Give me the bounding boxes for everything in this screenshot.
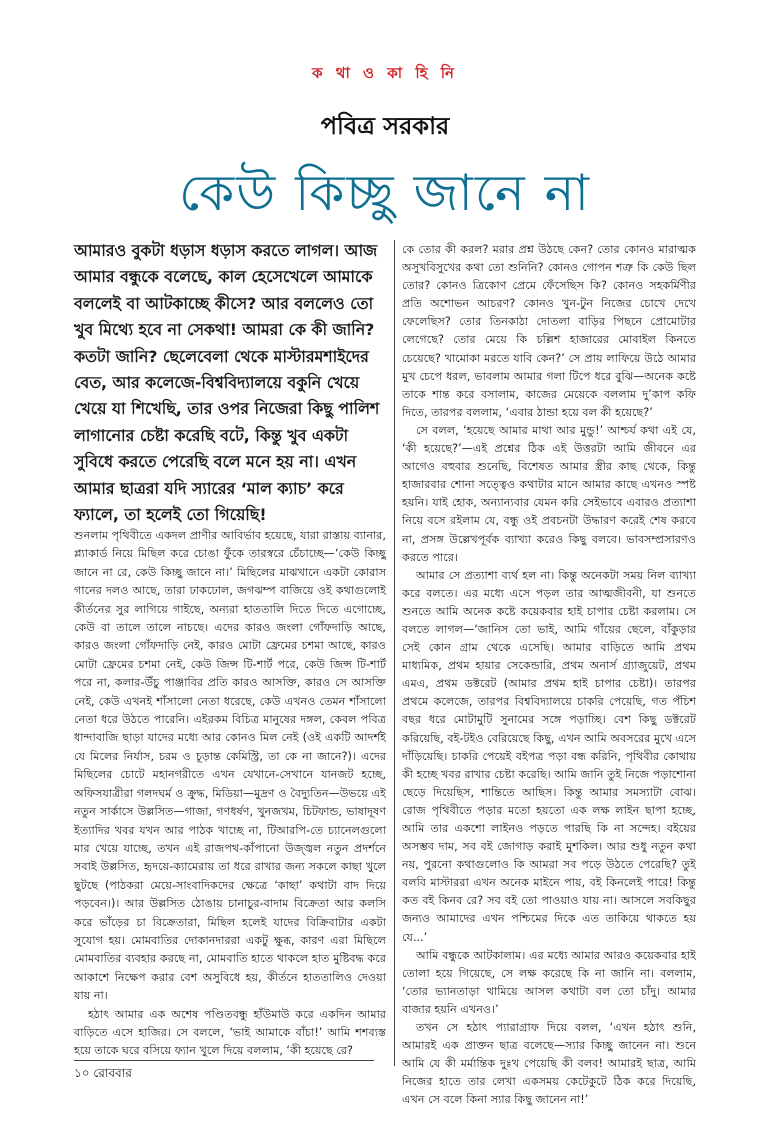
section-label: ক থা ও কা হি নি xyxy=(312,64,458,82)
paragraph: আমার সে প্রত্যাশা ব্যর্থ হল না। কিন্তু অনেকটা সময় নিল ব্যাখ্যা করে বলতে। এর মধ্যে এসে পড়ল তার আত্মজীবনী, যা শুনতে শুনতে আমি অনেক কষ্টে কয়েকবার হাই চাপার চেষ্টা করলাম। সে বলতে লাগল—‘জানিস তো ভাই, আমি গাঁয়ের ছেলে, বাঁকুড়ার সেই কোন গ্রাম থেকে এসেছি। আমার বাড়িতে আমি প্রথম মাধ্যমিক, প্রথম হায়ার সেকেন্ডারি, প্রথম অনার্স গ্র্যাজুয়েট, প্রথম এমএ, প্রথম ডক্টরেট (আমার প্রথম হাই চাপার চেষ্টা)। তারপর প্রথমে কলেজে, তারপর বিশ্ববিদ্যালয়ে চাকরি পেয়েছি, গত পঁচিশ বছর ধরে মোটামুটি সুনামের সঙ্গে পড়াচ্ছি। বেশ কিছু ডক্টরেট করিয়েছি, বই-টইও বেরিয়েছে কিছু, এখন আমি অবসরের মুখে এসে দাঁড়িয়েছি। চাকরি পেয়েই বইপত্র পড়া বন্ধ করিনি, পৃথিবীর কোথায় কী হচ্ছে খবর রাখার চেষ্টা করেছি। আমি জানি তুই নিজে পড়াশোনা ছেড়ে দিয়েছিস, শান্তিতে আছিস। কিন্তু আমার সমস্যাটা বোঝ। রোজ পৃথিবীতে পড়ার মতো হয়তো এক লক্ষ লাইন ছাপা হচ্ছে, আমি তার একশো লাইনও পড়তে পারছি কি না সন্দেহ। বইয়ের অসম্ভব দাম, সব বই জোগাড় করাই মুশকিল। আর শুধু নতুন কথা নয়, পুরনো কথাগুলোও কি আমরা সব পড়ে উঠতে পেরেছি? তুই বলবি মাস্টাররা এখন অনেক মাইনে পায়, বই কিনলেই পারে! কিন্তু কত বই কিনব রে? সব বই তো পাওয়াও যায় না। আসলে সবকিছুর জন্যও আমাদের এখন পশ্চিমের দিকে এত তাকিয়ে থাকতে হয় যে...’ xyxy=(402,568,696,944)
right-column xyxy=(402,241,696,1107)
paragraph: হঠাৎ আমার এক অশেষ পণ্ডিতবন্ধু হাঁউমাউ করে একদিন আমার বাড়িতে এসে হাজির। সে বললে, ‘ভাই আমাকে বাঁচা!’ আমি শশব্যস্ত হয়ে তাকে ঘরে বসিয়ে ফ্যান খুলে দিয়ে বললাম, ‘কী হয়েছে রে? xyxy=(74,1007,386,1058)
paragraph: কে তোর কী করল? মরার প্রশ্ন উঠছে কেন? তোর কোনও মারাত্মক অসুখবিসুখের কথা তো শুনিনি? কোনও গোপন শত্রু কি কেউ ছিল তোর? কোনও ত্রিকোণ প্রেমে ফেঁসেছিস কি? কোনও সহকর্মিণীর প্রতি অশোভন আচরণ? কোনও খুন-টুন নিজের চোখে দেখে ফেলেছিস? তোর তিনকাঠা দোতলা বাড়ির পিছনে প্রোমোটার লেগেছে? তোর মেয়ে কি চল্লিশ হাজারের মোবাইল কিনতে চেয়েছে? খামোকা মরতে যাবি কেন?’ সে প্রায় লাফিয়ে উঠে আমার মুখ চেপে ধরল, ভাবলাম আমার গলা টিপে ধরে বুঝি—অনেক কষ্টে তাকে শান্ত করে বসালাম, কাজের মেয়েকে বললাম দু’কাপ কফি দিতে, তারপর বললাম, ‘এবার ঠান্ডা হয়ে বল কী হয়েছে?’ xyxy=(402,243,696,419)
paragraph: তখন সে হঠাৎ প্যারাগ্রাফ দিয়ে বলল, ‘এখন হঠাৎ শুনি, আমারই এক প্রাক্তন ছাত্র বলেছে—স্যার কিচ্ছু জানেন না। শুনে আমি যে কী মর্মান্তিক দুঃখ পেয়েছি কী বলব! আমারই ছাত্র, আমি নিজের হাতে তার লেখা একসময় কেটেকুটে ঠিক করে দিয়েছি, এখন সে বলে কিনা স্যার কিছু জানেন না!’ xyxy=(402,1021,696,1107)
paragraph: আমি বন্ধুকে আটকালাম। এর মধ্যে আমার আরও কয়েকবার হাই তোলা হয়ে গিয়েছে, সে লক্ষ করেছে কি না জানি না। বললাম, ‘তোর ভ্যানতাড়া থামিয়ে আসল কথাটা বল তো চাঁদু। আমার বাজার হয়নি এখনও।’ xyxy=(402,948,696,1016)
left-column xyxy=(74,527,386,1058)
paragraph: শুনলাম পৃথিবীতে একদল প্রাণীর আবির্ভাব হয়েছে, যারা রাস্তায় ব্যানার, প্ল্যাকার্ড নিয়ে মিছিল করে চোঙা ফুঁকে তারস্বরে চেঁচাচ্ছে—‘কেউ কিচ্ছু জানে না রে, কেউ কিচ্ছু জানে না।’ মিছিলের মাঝখানে একটা কোরাস গানের দলও আছে, তারা ঢাকঢোল, জগঝম্প বাজিয়ে ওই কথাগুলোই কীর্তনের সুর লাগিয়ে গাইছে, অন্যরা হাততালি দিতে দিতে এগোচ্ছে, কেউ বা তালে তালে নাচছে। এদের কারও জংলা গোঁফদাড়ি আছে, কারও জংলা গোঁফদাড়ি নেই, কারও মোটা ফ্রেমের চশমা আছে, কারও মোটা ফ্রেমের চশমা নেই, কেউ জিন্স টি-শার্ট পরে, কেউ জিন্স টি-শার্ট পরে না, কলার-উঁচু পাঞ্জাবির প্রতি কারও আসক্তি, কারও সে আসক্তি নেই, কেউ এখনই শাঁসালো নেতা ধরেছে, কেউ এখনও তেমন শাঁসালো নেতা ধরে উঠতে পারেনি। এইরকম বিচিত্র মানুষের দঙ্গল, কেবল পবিত্র ধান্দাবাজি ছাড়া যাদের মধ্যে আর কোনও মিল নেই (ওই একটি আদর্শই যে মিলের নির্যাস, চরম ও চূড়ান্ত কেমিস্ট্রি, তা কে না জানে?)। এদের মিছিলের চোটে মহানগরীতে এখন যেখানে-সেখানে যানজট হচ্ছে, অফিসযাত্রীরা গলদঘর্ম ও ক্রুদ্ধ, মিডিয়া—মুদ্রণ ও বৈদ্যুতিন—উভয়ে এই নতুন সার্কাসে উল্লসিত—গাজা, গণধর্ষণ, খুনজখম, চিটফান্ড, ভাষাদূষণ ইত্যাদির খবর যখন আর পাঠক খাচ্ছে না, টিআরপি-তে চ্যানেলগুলো মার খেয়ে যাচ্ছে, তখন এই রাজপথ-কাঁপানো উজ্জ্বল নতুন প্রদর্শনে সবাই উল্লসিত, হৃদয়ে-ক্যামেরায় তা ধরে রাখার জন্য সকলে কাছা খুলে ছুটছে (পাঠকরা মেয়ে-সাংবাদিকদের ক্ষেত্রে ‘কাছা’ কথাটা বাদ দিয়ে পড়বেন।)। আর উল্লসিত ঠোঙায় চানাচুর-বাদাম বিক্রেতা আর কলসি করে ভাঁড়ের চা বিক্রেতারা, মিছিল হলেই যাদের বিক্রিবাটার একটা সুযোগ হয়। মোমবাতির দোকানদাররা একটু ক্ষুব্ধ, কারণ এরা মিছিলে মোমবাতির ব্যবহার করছে না, মোমবাতি হাতে থাকলে হাত মুষ্টিবদ্ধ করে আকাশে নিক্ষেপ করার বেশ অসুবিধে হয়, কীর্তনে হাততালিও দেওয়া যায় না। xyxy=(74,529,386,1003)
story-title: কেউ কিচ্ছু জানে না xyxy=(178,164,592,222)
page-footer: ১০ রোববার xyxy=(74,1060,374,1085)
author-name: পবিত্র সরকার xyxy=(320,112,450,140)
intro-paragraph xyxy=(74,238,386,525)
intro-text: আমারও বুকটা ধড়াস ধড়াস করতে লাগল। আজ আমার বন্ধুকে বলেছে, কাল হেসেখেলে আমাকে বললেই বা আটকাচ্ছে কীসে? আর বললেও তো খুব মিথ্যে হবে না সেকথা! আমরা কে কী জানি? কতটা জানি? ছেলেবেলা থেকে মাস্টারমশাইদের বেত, আর কলেজে-বিশ্ববিদ্যালয়ে বকুনি খেয়ে খেয়ে যা শিখেছি, তার ওপর নিজেরা কিছু পালিশ লাগানোর চেষ্টা করেছি বটে, কিন্তু খুব একটা সুবিধে করতে পেরেছি বলে মনে হয় না। এখন আমার ছাত্ররা যদি স্যারের ‘মাল ক্যাচ’ করে ফ্যালে, তা হলেই তো গিয়েছি! xyxy=(74,241,380,525)
column-divider xyxy=(394,240,395,1066)
paragraph: সে বলল, ‘হয়েছে আমার মাথা আর মুন্ডু!’ আশ্চর্য কথা এই যে, ‘কী হয়েছে?’—এই প্রশ্নের ঠিক এই উত্তরটা আমি জীবনে এর আগেও বহুবার শুনেছি, বিশেষত আমার স্ত্রীর কাছ থেকে, কিন্তু হাজারবার শোনা সত্ত্বেও কথাটার মানে আমার কাছে এখনও স্পষ্ট হয়নি। যাই হোক, অন্যান্যবার যেমন করি সেইভাবে এবারও প্রত্যাশা নিয়ে বসে রইলাম যে, বন্ধু ওই প্রবচনটা উদ্ধারণ করেই শেষ করবে না, প্রসঙ্গ উল্লেখপূর্বক ব্যাখ্যা করেও কিছু বলবে। ভাবসম্প্রসারণও করতে পারে। xyxy=(402,423,696,564)
